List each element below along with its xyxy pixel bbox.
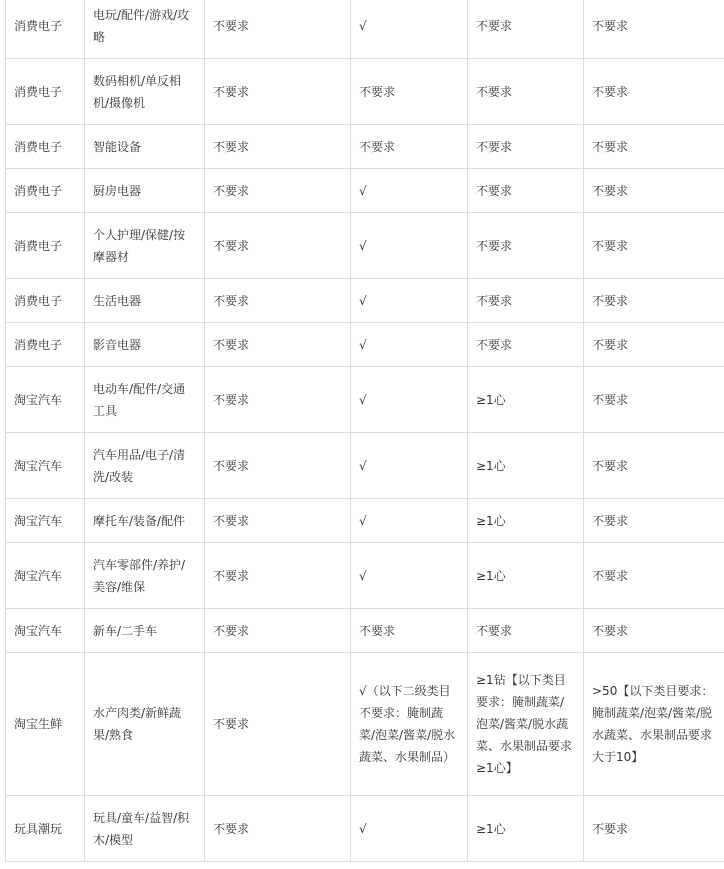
table-row	[6, 543, 724, 609]
col5-cell: ≥1心	[468, 499, 584, 543]
category-cell: 淘宝汽车	[6, 433, 85, 499]
subcategory-cell: 厨房电器	[85, 169, 205, 213]
col3-cell: 不要求	[205, 543, 351, 609]
col3-cell: 不要求	[205, 279, 351, 323]
col6-cell: 不要求	[584, 323, 724, 367]
category-cell: 玩具潮玩	[6, 796, 85, 862]
col5-cell: 不要求	[468, 279, 584, 323]
col5-cell: 不要求	[468, 609, 584, 653]
col6-cell: 不要求	[584, 543, 724, 609]
col4-cell: √	[351, 279, 468, 323]
col6-cell: 不要求	[584, 433, 724, 499]
col6-cell: 不要求	[584, 213, 724, 279]
table-row	[6, 125, 724, 169]
table-row	[6, 279, 724, 323]
category-cell: 消费电子	[6, 0, 85, 59]
subcategory-cell: 电玩/配件/游戏/攻略	[85, 0, 205, 59]
col3-cell: 不要求	[205, 653, 351, 796]
category-cell: 淘宝汽车	[6, 367, 85, 433]
col5-cell: 不要求	[468, 0, 584, 59]
table-row	[6, 499, 724, 543]
col4-cell: √	[351, 169, 468, 213]
subcategory-cell: 智能设备	[85, 125, 205, 169]
col3-cell: 不要求	[205, 609, 351, 653]
col4-cell: √（以下二级类目不要求：腌制蔬菜/泡菜/酱菜/脱水蔬菜、水果制品）	[351, 653, 468, 796]
table-row	[6, 796, 724, 862]
col6-cell: 不要求	[584, 125, 724, 169]
col6-cell: 不要求	[584, 609, 724, 653]
col5-cell: ≥1心	[468, 433, 584, 499]
subcategory-cell: 电动车/配件/交通工具	[85, 367, 205, 433]
table-row	[6, 323, 724, 367]
subcategory-cell: 新车/二手车	[85, 609, 205, 653]
col6-cell: >50【以下类目要求：腌制蔬菜/泡菜/酱菜/脱水蔬菜、水果制品要求大于10】	[584, 653, 724, 796]
table-row	[6, 433, 724, 499]
requirements-table	[5, 0, 724, 862]
col4-cell: 不要求	[351, 59, 468, 125]
subcategory-cell: 摩托车/装备/配件	[85, 499, 205, 543]
table-row	[6, 169, 724, 213]
col3-cell: 不要求	[205, 125, 351, 169]
col4-cell: √	[351, 213, 468, 279]
subcategory-cell: 个人护理/保健/按摩器材	[85, 213, 205, 279]
subcategory-cell: 数码相机/单反相机/摄像机	[85, 59, 205, 125]
col3-cell: 不要求	[205, 433, 351, 499]
col6-cell: 不要求	[584, 169, 724, 213]
col4-cell: 不要求	[351, 609, 468, 653]
col3-cell: 不要求	[205, 0, 351, 59]
col5-cell: ≥1钻【以下类目要求：腌制蔬菜/泡菜/酱菜/脱水蔬菜、水果制品要求≥1心】	[468, 653, 584, 796]
category-cell: 消费电子	[6, 213, 85, 279]
col4-cell: √	[351, 499, 468, 543]
col4-cell: √	[351, 0, 468, 59]
table-body	[6, 0, 724, 862]
category-cell: 消费电子	[6, 279, 85, 323]
category-cell: 淘宝汽车	[6, 609, 85, 653]
category-cell: 淘宝汽车	[6, 543, 85, 609]
col4-cell: √	[351, 367, 468, 433]
category-cell: 消费电子	[6, 323, 85, 367]
col6-cell: 不要求	[584, 59, 724, 125]
subcategory-cell: 玩具/童车/益智/积木/模型	[85, 796, 205, 862]
col5-cell: 不要求	[468, 169, 584, 213]
col6-cell: 不要求	[584, 279, 724, 323]
col6-cell: 不要求	[584, 499, 724, 543]
col6-cell: 不要求	[584, 796, 724, 862]
table-row	[6, 367, 724, 433]
col4-cell: 不要求	[351, 125, 468, 169]
category-cell: 消费电子	[6, 169, 85, 213]
col4-cell: √	[351, 796, 468, 862]
category-cell: 淘宝汽车	[6, 499, 85, 543]
subcategory-cell: 汽车零部件/养护/美容/维保	[85, 543, 205, 609]
col3-cell: 不要求	[205, 499, 351, 543]
col3-cell: 不要求	[205, 213, 351, 279]
col3-cell: 不要求	[205, 796, 351, 862]
col3-cell: 不要求	[205, 367, 351, 433]
table-row	[6, 653, 724, 796]
category-cell: 消费电子	[6, 125, 85, 169]
col4-cell: √	[351, 323, 468, 367]
subcategory-cell: 影音电器	[85, 323, 205, 367]
category-cell: 淘宝生鲜	[6, 653, 85, 796]
subcategory-cell: 汽车用品/电子/清洗/改装	[85, 433, 205, 499]
col3-cell: 不要求	[205, 59, 351, 125]
col5-cell: 不要求	[468, 125, 584, 169]
subcategory-cell: 生活电器	[85, 279, 205, 323]
col4-cell: √	[351, 433, 468, 499]
col3-cell: 不要求	[205, 323, 351, 367]
table-row	[6, 0, 724, 59]
col6-cell: 不要求	[584, 0, 724, 59]
col4-cell: √	[351, 543, 468, 609]
table-row	[6, 213, 724, 279]
col5-cell: 不要求	[468, 59, 584, 125]
col5-cell: 不要求	[468, 323, 584, 367]
subcategory-cell: 水产肉类/新鲜蔬果/熟食	[85, 653, 205, 796]
col5-cell: ≥1心	[468, 367, 584, 433]
col5-cell: ≥1心	[468, 796, 584, 862]
col3-cell: 不要求	[205, 169, 351, 213]
col5-cell: 不要求	[468, 213, 584, 279]
col6-cell: 不要求	[584, 367, 724, 433]
category-cell: 消费电子	[6, 59, 85, 125]
col5-cell: ≥1心	[468, 543, 584, 609]
table-row	[6, 59, 724, 125]
table-row	[6, 609, 724, 653]
